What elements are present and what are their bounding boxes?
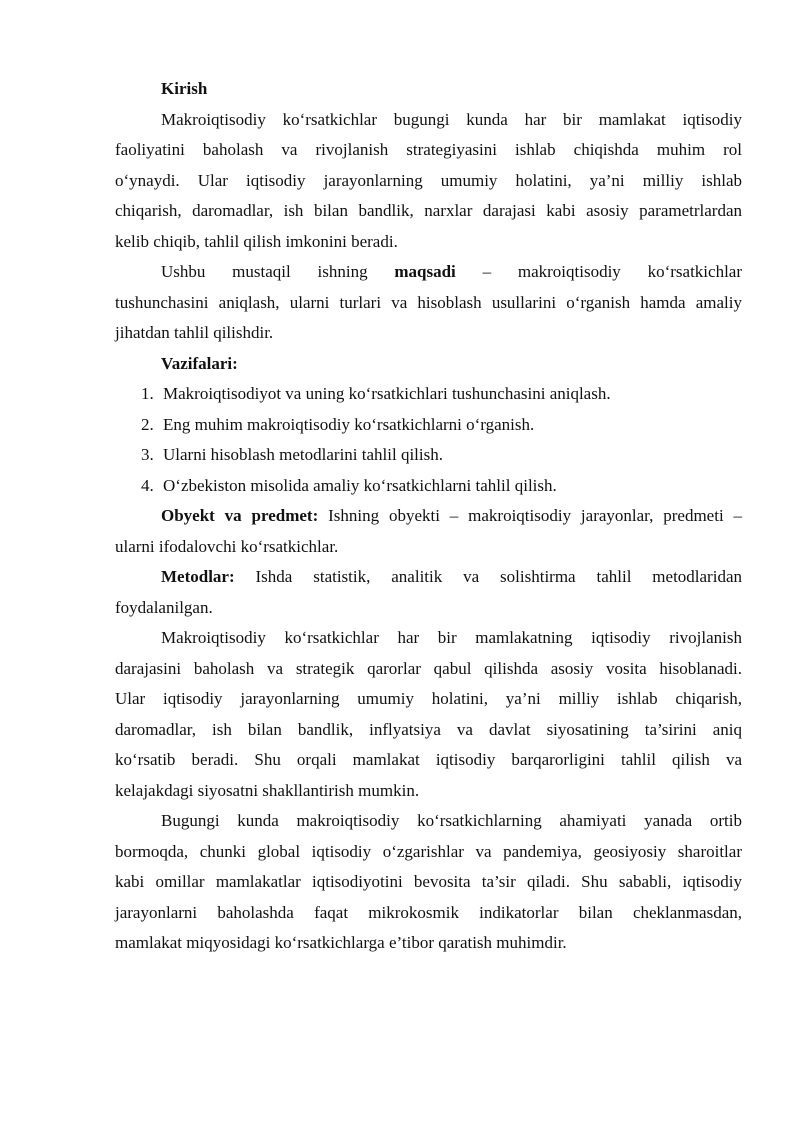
tasks-list	[115, 379, 742, 501]
list-text: O‘zbekiston misolida amaliy ko‘rsatkichlarni tahlil qilish.	[163, 475, 557, 495]
paragraph-line: kelib chiqib, tahlil qilish imkonini beradi.	[115, 231, 398, 251]
paragraph-line: ko‘rsatib beradi. Shu orqali mamlakat iqtisodiy barqarorligini tahlil qilish va	[115, 750, 742, 769]
paragraph-line: chiqarish, daromadlar, ish bilan bandlik, narxlar darajasi kabi asosiy parametrlardan	[115, 201, 742, 220]
list-item	[115, 410, 742, 441]
methods-paragraph	[115, 562, 742, 623]
list-text: Ularni hisoblash metodlarini tahlil qilish.	[163, 445, 443, 464]
paragraph-line: Bugungi kunda makroiqtisodiy ko‘rsatkichlarning ahamiyati yanada ortib	[161, 811, 742, 830]
paragraph-line: tushunchasini aniqlash, ularni turlari va hisoblash usullarini o‘rganish hamda amaliy	[115, 292, 742, 312]
list-number: 3.	[141, 445, 154, 464]
object-label: Obyekt va predmet:	[161, 506, 319, 525]
paragraph-line: Makroiqtisodiy ko‘rsatkichlar har bir mamlakatning iqtisodiy rivojlanish	[161, 628, 742, 647]
aim-paragraph	[115, 257, 742, 349]
methods-text: Ishda statistik, analitik va solishtirma tahlil metodlaridan	[234, 567, 742, 586]
list-item	[115, 471, 742, 502]
aim-keyword: maqsadi	[394, 262, 456, 281]
methods-label: Metodlar:	[161, 567, 235, 586]
intro-paragraph	[115, 105, 742, 258]
aim-prefix: Ushbu mustaqil ishning	[161, 262, 395, 281]
paragraph-line: jihatdan tahlil qilishdir.	[115, 323, 274, 342]
list-item	[115, 440, 742, 471]
paragraph-line: jarayonlarni baholashda faqat mikrokosmik indikatorlar bilan cheklanmasdan,	[115, 902, 742, 922]
paragraph-line	[115, 257, 742, 288]
object-text: Ishning obyekti – makroiqtisodiy jarayonlar, predmeti –	[318, 506, 743, 525]
list-number: 2.	[141, 414, 154, 434]
body-paragraph	[115, 623, 742, 806]
aim-suffix: – makroiqtisodiy ko‘rsatkichlar	[455, 262, 742, 281]
paragraph-line: daromadlar, ish bilan bandlik, inflyatsiya va davlat siyosatining ta’sirini aniq	[115, 719, 742, 739]
paragraph-line: mamlakat miqyosidagi ko‘rsatkichlarga e’tibor qaratish muhimdir.	[115, 933, 567, 952]
paragraph-line	[115, 562, 742, 593]
section-heading: Kirish	[161, 79, 208, 98]
paragraph-line: ularni ifodalovchi ko‘rsatkichlar.	[115, 536, 339, 556]
document-body	[115, 74, 742, 959]
paragraph-line: faoliyatini baholash va rivojlanish strategiyasini ishlab chiqishda muhim rol	[115, 140, 742, 159]
paragraph-line	[115, 501, 742, 532]
paragraph-line: bormoqda, chunki global iqtisodiy o‘zgarishlar va pandemiya, geosiyosiy sharoitlar	[115, 841, 742, 861]
paragraph-line: o‘ynaydi. Ular iqtisodiy jarayonlarning umumiy holatini, ya’ni milliy ishlab	[115, 170, 742, 190]
paragraph-line: kabi omillar mamlakatlar iqtisodiyotini bevosita ta’sir qiladi. Shu sababli, iqtisodiy	[115, 872, 742, 891]
body-paragraph	[115, 806, 742, 959]
paragraph-line: Ular iqtisodiy jarayonlarning umumiy holatini, ya’ni milliy ishlab chiqarish,	[115, 689, 742, 708]
paragraph-line: kelajakdagi siyosatni shakllantirish mumkin.	[115, 780, 420, 800]
paragraph-line: Makroiqtisodiy ko‘rsatkichlar bugungi kunda har bir mamlakat iqtisodiy	[161, 109, 742, 129]
tasks-heading: Vazifalari:	[161, 353, 238, 373]
list-text: Eng muhim makroiqtisodiy ko‘rsatkichlarni o‘rganish.	[163, 414, 535, 434]
list-number: 4.	[141, 475, 154, 495]
list-text: Makroiqtisodiyot va uning ko‘rsatkichlari tushunchasini aniqlash.	[163, 384, 611, 403]
object-paragraph	[115, 501, 742, 562]
paragraph-line: darajasini baholash va strategik qarorlar qabul qilishda asosiy vosita hisoblanadi.	[115, 658, 742, 678]
list-item	[115, 379, 742, 410]
paragraph-line: foydalanilgan.	[115, 597, 213, 617]
list-number: 1.	[141, 384, 154, 403]
